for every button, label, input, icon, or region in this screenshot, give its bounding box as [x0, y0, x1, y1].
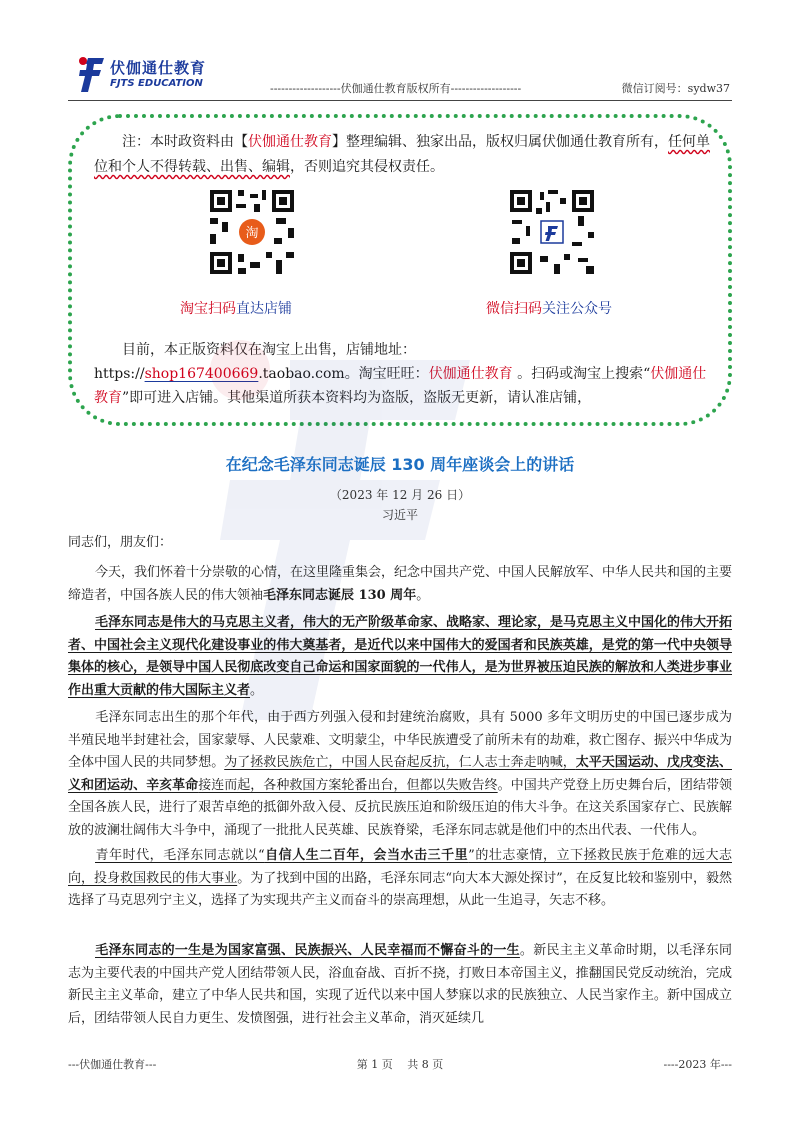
- brand-name: 伏伽通仕教育: [248, 134, 332, 150]
- caption-blue: 关注公众号: [542, 301, 612, 317]
- notice-text: 。扫码或淘宝上搜索“: [512, 366, 651, 382]
- url-suffix: .taobao.com: [258, 366, 345, 382]
- paragraph-text: 。: [416, 587, 430, 603]
- paragraph-bold-underline: 太平天国运动、戊戌变法、义和团运动、辛亥革命: [68, 755, 732, 793]
- copyright-line: -------------------伏伽通仕教育版权所有-------------------: [270, 82, 522, 95]
- notice-text: 目前，本正版资料仅在淘宝上出售，店铺地址：: [122, 342, 416, 358]
- paragraph-underline: 青年时代，毛泽东同志就以“: [95, 848, 265, 863]
- article-title: 在纪念毛泽东同志诞辰 130 周年座谈会上的讲话: [225, 455, 575, 474]
- logo-chinese-name: 伏伽通仕教育: [110, 59, 207, 77]
- paragraph-bold-underline: 毛泽东同志的一生是为国家富强、民族振兴、人民幸福而不懈奋斗的一生: [95, 943, 520, 958]
- copyright-notice-box: [68, 114, 732, 426]
- notice-text: 注：本时政资料由【: [122, 134, 248, 150]
- paragraph-4: [68, 845, 732, 913]
- wechat-caption: [486, 298, 612, 318]
- paragraph-underline: 接连而起，各种救国方案轮番出台，但都以失败告终: [198, 777, 498, 793]
- paragraph-1: [68, 562, 732, 607]
- article-date: （2023 年 12 月 26 日）: [329, 488, 471, 502]
- caption-blue: 直达店铺: [236, 301, 292, 317]
- footer-year: ----2023 年---: [663, 1058, 732, 1071]
- caption-red: 微信扫码: [486, 301, 542, 317]
- notice-text: 。淘宝旺旺：: [344, 366, 429, 382]
- store-info-paragraph: [94, 338, 718, 410]
- paragraph-text: 今天，我们怀着十分崇敬的心情，在这里隆重集会，纪念中国共产党、中国人民解放军、中华人民共和国的主要缔造者，中国各族人民的伟大领袖: [68, 565, 733, 603]
- wechat-account: 微信订阅号：sydw37: [621, 82, 730, 95]
- wechat-qr-code-icon[interactable]: [506, 186, 598, 278]
- article-author: 习近平: [381, 508, 418, 522]
- taobao-qr-code-icon[interactable]: [206, 186, 298, 278]
- paragraph-text: 。中国共产党登上历史舞台后，团结带领全国各族人民，进行了艰苦卓绝的抵御外敌入侵、反抗民族压迫和阶级压迫的伟大斗争。在这关系国家存亡、民族解放的波澜壮阔伟大斗争中，涌现了一批批人民英雄、民族脊梁，毛泽东同志就是他们中的杰出代表、一代伟人。: [68, 777, 732, 838]
- notice-paragraph: [94, 130, 714, 180]
- store-link[interactable]: shop167400669: [144, 366, 259, 382]
- taobao-qr-center-label: 淘: [245, 226, 259, 241]
- caption-red: 淘宝扫码: [180, 301, 236, 317]
- paragraph-text: 。新民主主义革命时期，以毛泽东同志为主要代表的中国共产党人团结带领人民，浴血奋战、百折不挠，打败日本帝国主义，推翻国民党反动统治，完成新民主主义革命，建立了中华人民共和国，实现了近代以来中国人梦寐以求的民族独立、人民当家作主。新中国成立后，团结带领人民自力更生、发愤图强，进行社会主义革命，消灭延续几: [68, 943, 732, 1026]
- logo-english-name: FJTS EDUCATION: [110, 78, 203, 89]
- fjts-logo-icon: [74, 54, 108, 94]
- brand-name: 伏伽通仕教育: [428, 366, 513, 382]
- paragraph-underline: ”的壮志豪情，立下拯救民族于危难的远大志向，投身救国救民的伟大事业: [68, 848, 732, 886]
- notice-text: ”即可进入店铺。其他渠道所获本资料均为盗版，盗版无更新，请认准店铺，: [122, 390, 592, 406]
- paragraph-bold: 毛泽东同志诞辰 130 周年: [263, 587, 417, 603]
- paragraph-5: [68, 940, 732, 1030]
- page-header: [70, 50, 730, 100]
- paragraph-bold-underline: 自信人生二百年，会当水击三千里: [264, 848, 469, 863]
- brand-name: 伏伽通仕教育: [94, 366, 707, 406]
- paragraph-underline: 为了拯救民族危亡，中国人民奋起反抗，仁人志士奔走呐喊，: [224, 755, 576, 770]
- paragraph-text: 毛泽东同志出生的那个年代，由于西方列强入侵和封建统治腐败，具有 5000 多年文明历史的中国已逐步成为半殖民地半封建社会，国家蒙辱、人民蒙难、文明蒙尘，中华民族遭受了前所未有的劫难，救亡图存、振兴中华成为全体中国人民的共同梦想。: [68, 710, 732, 770]
- page-number: 第 1 页 共 8 页: [356, 1058, 444, 1071]
- greeting: 同志们，朋友们：: [68, 535, 173, 550]
- header-divider: [68, 100, 732, 101]
- paragraph-3: [68, 707, 732, 842]
- footer-brand: ---伏伽通仕教育---: [68, 1058, 157, 1071]
- paragraph-text: 。: [250, 682, 264, 698]
- taobao-caption: [180, 298, 292, 318]
- paragraph-text: 。为了找到中国的出路，毛泽东同志“向大本大源处探讨”，在反复比较和鉴别中，毅然选择了马克思列宁主义，选择了为实现共产主义而奋斗的崇高理想，从此一生追寻，矢志不移。: [68, 870, 732, 908]
- warning-text: 任何单位和个人不得转载、出售、编辑: [94, 134, 710, 175]
- notice-text: ，否则追究其侵权责任。: [290, 159, 444, 175]
- notice-text: 】整理编辑、独家出品，版权归属伏伽通仕教育所有，: [332, 134, 668, 150]
- paragraph-2: [68, 612, 732, 702]
- paragraph-bold-underline: 毛泽东同志是伟大的马克思主义者，伟大的无产阶级革命家、战略家、理论家，是马克思主义中国化的伟大开拓者、中国社会主义现代化建设事业的伟大奠基者，是近代以来中国伟大的爱国者和民族英雄，是党的第一代中央领导集体的核心，是领导中国人民彻底改变自己命运和国家面貌的一代伟人，是为世界被压迫民族的解放和人类进步事业作出重大贡献的伟大国际主义者: [68, 615, 733, 698]
- url-prefix: https://: [94, 366, 145, 382]
